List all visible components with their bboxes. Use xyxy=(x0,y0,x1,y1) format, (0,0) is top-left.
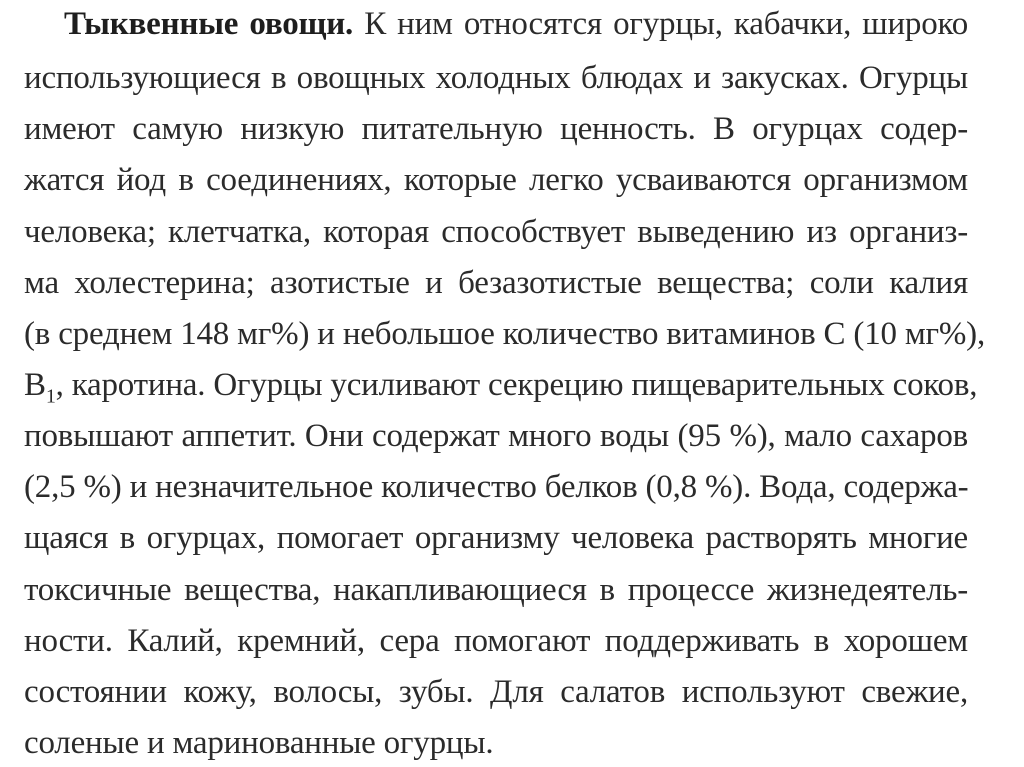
text-line-8 xyxy=(24,363,978,408)
text-line-13: ности. Калий, кремний, сера помогают поддерживать в хорошем xyxy=(24,623,968,659)
text-line-3: имеют самую низкую питательную ценность. В огурцах содер- xyxy=(24,111,968,147)
text-line-8-rest: , каротина. Огурцы усиливают секрецию пищеварительных соков, xyxy=(55,367,978,403)
text-line-10: (2,5 %) и незначительное количество белков (0,8 %). Вода, содержа- xyxy=(24,469,969,505)
text-line-11: щаяся в огурцах, помогает организму человека растворять многие xyxy=(24,520,968,556)
paragraph-heading: Тыквенные овощи. xyxy=(64,6,354,42)
text-line-9: повышают аппетит. Они содержат много воды (95 %), мало сахаров xyxy=(24,418,968,454)
text-line-1-rest: К ним относятся огурцы, кабачки, широко xyxy=(353,6,968,42)
text-line-14: состоянии кожу, волосы, зубы. Для салатов используют свежие, xyxy=(24,674,968,710)
text-line-7: (в среднем 148 мг%) и небольшое количество витаминов С (10 мг%), xyxy=(24,316,985,352)
text-line-6: ма холестерина; азотистые и безазотистые вещества; соли калия xyxy=(24,265,968,301)
text-line-2: использующиеся в овощных холодных блюдах и закусках. Огурцы xyxy=(24,60,968,96)
vitamin-b-subscript: 1 xyxy=(45,385,56,408)
text-line-12: токсичные вещества, накапливающиеся в процессе жизнедеятель- xyxy=(24,572,968,608)
text-line-4: жатся йод в соединениях, которые легко усваиваются организмом xyxy=(24,162,968,198)
text-line-15: соленые и маринованные огурцы. xyxy=(24,725,494,761)
text-line-5: человека; клетчатка, которая способствует выведению из организ- xyxy=(24,214,968,250)
text-line-1 xyxy=(64,2,968,46)
vitamin-b-letter: В xyxy=(24,367,46,403)
